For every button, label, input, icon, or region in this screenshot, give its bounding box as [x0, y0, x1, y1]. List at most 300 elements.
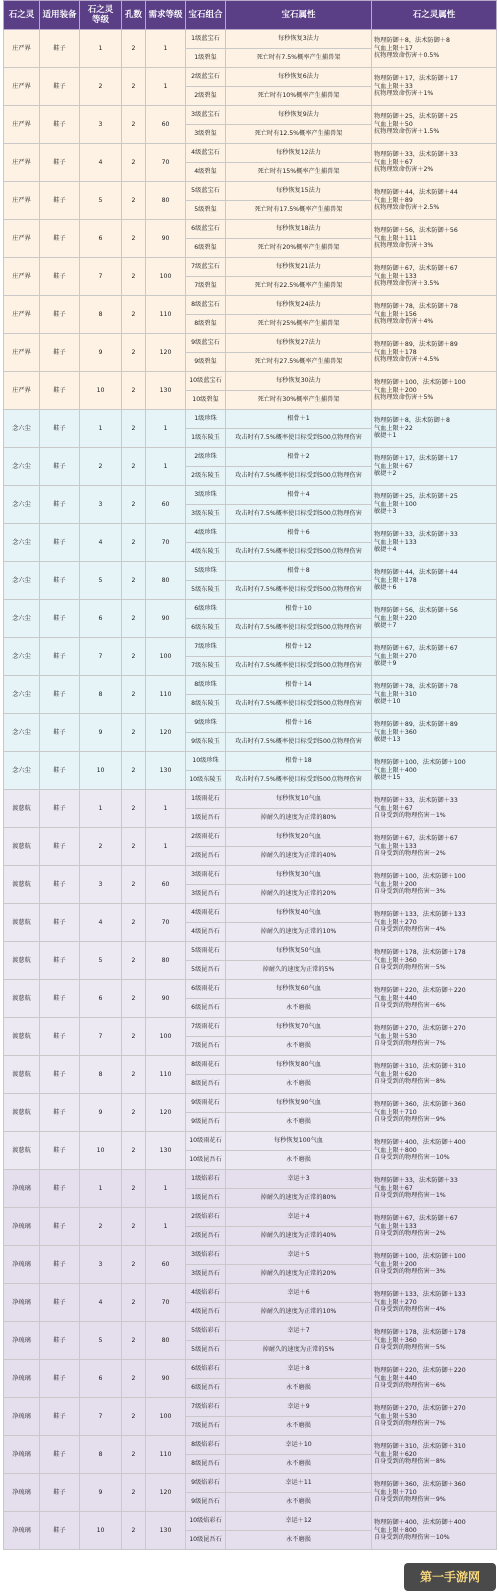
spirit-attr-line: 物理防御＋25，法术防御＋25: [374, 493, 458, 501]
level-cell: 10: [80, 1132, 122, 1170]
spirit-attr-line: 气血上限＋530: [374, 1412, 417, 1420]
req-level-cell: 60: [146, 486, 186, 524]
equip-cell: 鞋子: [40, 1398, 80, 1436]
req-level-cell: 80: [146, 1322, 186, 1360]
level-cell: 6: [80, 220, 122, 258]
req-level-cell: 130: [146, 752, 186, 790]
spirit-attr-line: 物理防御＋33，法术防御＋33: [374, 797, 458, 805]
gem-cell: 10级昆吾石: [186, 1531, 226, 1550]
table-row: [4, 1132, 497, 1151]
level-cell: 5: [80, 942, 122, 980]
gem-cell: 8级昆吾石: [186, 1075, 226, 1094]
gem-attr-cell: 每秒恢复30气血: [226, 866, 372, 885]
stone-name-cell: 净琉璃: [4, 1360, 40, 1398]
req-level-cell: 130: [146, 1512, 186, 1550]
table-row: [4, 790, 497, 809]
spirit-attr-line: 气血上限＋270: [374, 1298, 417, 1306]
req-level-cell: 110: [146, 676, 186, 714]
holes-cell: 2: [122, 1284, 146, 1322]
gem-attr-cell: 每秒恢复24法力: [226, 296, 372, 315]
spirit-attr-line: 自身受到的物理伤害－9%: [374, 1116, 446, 1124]
spirit-attr-cell: [372, 296, 497, 334]
gem-attr-cell: 攻击时有7.5%概率使目标受到500点物理伤害: [226, 771, 372, 790]
gem-cell: 8级碧玺: [186, 315, 226, 334]
table-row: [4, 752, 497, 771]
gem-attr-cell: 永不磨损: [226, 1151, 372, 1170]
spirit-attr-line: 自身受到的物理伤害－6%: [374, 1382, 446, 1390]
gem-attr-cell: 根骨＋18: [226, 752, 372, 771]
stone-name-cell: 渡慈航: [4, 790, 40, 828]
level-cell: 6: [80, 1360, 122, 1398]
spirit-attr-cell: [372, 676, 497, 714]
stone-name-cell: 庄严界: [4, 372, 40, 410]
gem-cell: 9级碧玺: [186, 353, 226, 372]
spirit-attr-line: 抗物理致命伤害＋4.5%: [374, 356, 440, 364]
equip-cell: 鞋子: [40, 410, 80, 448]
spirit-attr-line: 气血上限＋360: [374, 1336, 417, 1344]
spirit-attr-line: 敏捷＋13: [374, 736, 401, 744]
gem-cell: 1级焰彩石: [186, 1170, 226, 1189]
holes-cell: 2: [122, 980, 146, 1018]
gem-cell: 2级昆吾石: [186, 847, 226, 866]
table-row: [4, 1246, 497, 1265]
stone-name-cell: 念六尘: [4, 676, 40, 714]
spirit-attr-line: 物理防御＋8，法术防御＋8: [374, 417, 450, 425]
equip-cell: 鞋子: [40, 68, 80, 106]
gem-cell: 8级珍珠: [186, 676, 226, 695]
holes-cell: 2: [122, 1170, 146, 1208]
stone-name-cell: 渡慈航: [4, 904, 40, 942]
holes-cell: 2: [122, 1474, 146, 1512]
gem-attr-cell: 攻击时有7.5%概率使目标受到500点物理伤害: [226, 657, 372, 676]
req-level-cell: 1: [146, 1208, 186, 1246]
spirit-attr-line: 自身受到的物理伤害－8%: [374, 1078, 446, 1086]
gem-attr-cell: 掉耐久的速度为正常的80%: [226, 1189, 372, 1208]
req-level-cell: 100: [146, 1018, 186, 1056]
spirit-attr-line: 气血上限＋67: [374, 804, 413, 812]
req-level-cell: 90: [146, 1360, 186, 1398]
equip-cell: 鞋子: [40, 790, 80, 828]
gem-cell: 3级焰彩石: [186, 1246, 226, 1265]
gem-cell: 8级蓝宝石: [186, 296, 226, 315]
req-level-cell: 90: [146, 600, 186, 638]
stone-spirit-table: [3, 0, 497, 1550]
level-cell: 4: [80, 524, 122, 562]
holes-cell: 2: [122, 790, 146, 828]
gem-attr-cell: 死亡时有25%概率产生捕兽架: [226, 315, 372, 334]
gem-attr-cell: 每秒恢复60气血: [226, 980, 372, 999]
stone-name-cell: 净琉璃: [4, 1208, 40, 1246]
gem-cell: 4级蓝宝石: [186, 144, 226, 163]
gem-cell: 2级昆吾石: [186, 1227, 226, 1246]
gem-cell: 8级雨花石: [186, 1056, 226, 1075]
holes-cell: 2: [122, 106, 146, 144]
req-level-cell: 1: [146, 68, 186, 106]
equip-cell: 鞋子: [40, 562, 80, 600]
spirit-attr-line: 气血上限＋22: [374, 424, 413, 432]
spirit-attr-line: 气血上限＋133: [374, 538, 417, 546]
equip-cell: 鞋子: [40, 752, 80, 790]
gem-cell: 10级碧玺: [186, 391, 226, 410]
spirit-attr-line: 气血上限＋100: [374, 500, 417, 508]
spirit-attr-line: 物理防御＋33，法术防御＋33: [374, 151, 458, 159]
gem-attr-cell: 幸运＋3: [226, 1170, 372, 1189]
spirit-attr-line: 物理防御＋178，法术防御＋178: [374, 949, 466, 957]
spirit-attr-line: 自身受到的物理伤害－9%: [374, 1496, 446, 1504]
level-cell: 10: [80, 372, 122, 410]
gem-attr-cell: 幸运＋10: [226, 1436, 372, 1455]
spirit-attr-line: 物理防御＋67，法术防御＋67: [374, 1215, 458, 1223]
spirit-attr-line: 物理防御＋56，法术防御＋56: [374, 607, 458, 615]
gem-attr-cell: 每秒恢复40气血: [226, 904, 372, 923]
level-cell: 5: [80, 182, 122, 220]
gem-cell: 7级珍珠: [186, 638, 226, 657]
equip-cell: 鞋子: [40, 1436, 80, 1474]
gem-attr-cell: 每秒恢复70气血: [226, 1018, 372, 1037]
stone-name-cell: 渡慈航: [4, 1018, 40, 1056]
gem-attr-cell: 永不磨损: [226, 1379, 372, 1398]
spirit-attr-cell: [372, 448, 497, 486]
spirit-attr-cell: [372, 1474, 497, 1512]
level-cell: 3: [80, 866, 122, 904]
spirit-attr-line: 气血上限＋800: [374, 1146, 417, 1154]
holes-cell: 2: [122, 334, 146, 372]
spirit-attr-line: 敏捷＋7: [374, 622, 397, 630]
level-cell: 5: [80, 1322, 122, 1360]
spirit-attr-line: 抗物理致命伤害＋2.5%: [374, 204, 440, 212]
table-row: [4, 638, 497, 657]
gem-cell: 1级东陵玉: [186, 429, 226, 448]
req-level-cell: 80: [146, 942, 186, 980]
table-row: [4, 1018, 497, 1037]
gem-attr-cell: 掉耐久的速度为正常的10%: [226, 1303, 372, 1322]
stone-name-cell: 净琉璃: [4, 1284, 40, 1322]
spirit-attr-line: 气血上限＋440: [374, 1374, 417, 1382]
spirit-attr-line: 敏捷＋10: [374, 698, 401, 706]
spirit-attr-line: 气血上限＋178: [374, 576, 417, 584]
holes-cell: 2: [122, 1132, 146, 1170]
holes-cell: 2: [122, 258, 146, 296]
gem-cell: 6级昆吾石: [186, 1379, 226, 1398]
req-level-cell: 1: [146, 448, 186, 486]
level-cell: 8: [80, 676, 122, 714]
stone-name-cell: 庄严界: [4, 30, 40, 68]
spirit-attr-line: 抗物理致命伤害＋5%: [374, 394, 434, 402]
gem-attr-cell: 掉耐久的速度为正常的5%: [226, 1341, 372, 1360]
gem-attr-cell: 根骨＋16: [226, 714, 372, 733]
gem-cell: 9级东陵玉: [186, 733, 226, 752]
table-row: [4, 828, 497, 847]
req-level-cell: 120: [146, 714, 186, 752]
spirit-attr-line: 自身受到的物理伤害－3%: [374, 888, 446, 896]
table-row: [4, 410, 497, 429]
gem-attr-cell: 每秒恢复6法力: [226, 68, 372, 87]
stone-name-cell: 渡慈航: [4, 1094, 40, 1132]
level-cell: 7: [80, 1398, 122, 1436]
holes-cell: 2: [122, 30, 146, 68]
stone-name-cell: 念六尘: [4, 600, 40, 638]
spirit-attr-line: 气血上限＋67: [374, 158, 413, 166]
spirit-attr-line: 物理防御＋360，法术防御＋360: [374, 1481, 466, 1489]
spirit-attr-line: 物理防御＋17，法术防御＋17: [374, 75, 458, 83]
equip-cell: 鞋子: [40, 1094, 80, 1132]
gem-cell: 5级碧玺: [186, 201, 226, 220]
level-cell: 4: [80, 144, 122, 182]
req-level-cell: 120: [146, 1474, 186, 1512]
holes-cell: 2: [122, 1436, 146, 1474]
equip-cell: 鞋子: [40, 1132, 80, 1170]
spirit-attr-cell: [372, 1094, 497, 1132]
spirit-attr-line: 敏捷＋2: [374, 470, 397, 478]
spirit-attr-line: 抗物理致命伤害＋4%: [374, 318, 434, 326]
spirit-attr-line: 气血上限＋17: [374, 44, 413, 52]
spirit-attr-cell: [372, 904, 497, 942]
gem-cell: 2级珍珠: [186, 448, 226, 467]
req-level-cell: 70: [146, 904, 186, 942]
spirit-attr-line: 物理防御＋25，法术防御＋25: [374, 113, 458, 121]
gem-cell: 10级东陵玉: [186, 771, 226, 790]
level-cell: 3: [80, 1246, 122, 1284]
gem-cell: 10级蓝宝石: [186, 372, 226, 391]
spirit-attr-line: 气血上限＋270: [374, 652, 417, 660]
gem-cell: 8级昆吾石: [186, 1455, 226, 1474]
req-level-cell: 1: [146, 410, 186, 448]
gem-attr-cell: 永不磨损: [226, 999, 372, 1018]
gem-attr-cell: 掉耐久的速度为正常的20%: [226, 885, 372, 904]
equip-cell: 鞋子: [40, 258, 80, 296]
spirit-attr-line: 物理防御＋67，法术防御＋67: [374, 835, 458, 843]
gem-cell: 4级东陵玉: [186, 543, 226, 562]
equip-cell: 鞋子: [40, 448, 80, 486]
level-cell: 5: [80, 562, 122, 600]
table-row: [4, 524, 497, 543]
gem-cell: 10级珍珠: [186, 752, 226, 771]
gem-cell: 3级昆吾石: [186, 1265, 226, 1284]
spirit-attr-line: 气血上限＋156: [374, 310, 417, 318]
gem-attr-cell: 根骨＋2: [226, 448, 372, 467]
stone-name-cell: 庄严界: [4, 220, 40, 258]
spirit-attr-line: 气血上限＋67: [374, 462, 413, 470]
spirit-attr-cell: [372, 1322, 497, 1360]
req-level-cell: 90: [146, 980, 186, 1018]
gem-attr-cell: 每秒恢复9法力: [226, 106, 372, 125]
req-level-cell: 110: [146, 1436, 186, 1474]
spirit-attr-line: 自身受到的物理伤害－10%: [374, 1534, 450, 1542]
spirit-attr-line: 自身受到的物理伤害－2%: [374, 1230, 446, 1238]
spirit-attr-line: 自身受到的物理伤害－6%: [374, 1002, 446, 1010]
level-cell: 10: [80, 752, 122, 790]
level-cell: 9: [80, 1474, 122, 1512]
table-row: [4, 1284, 497, 1303]
equip-cell: 鞋子: [40, 1208, 80, 1246]
spirit-attr-line: 物理防御＋67，法术防御＋67: [374, 645, 458, 653]
equip-cell: 鞋子: [40, 866, 80, 904]
spirit-attr-line: 气血上限＋360: [374, 956, 417, 964]
holes-cell: 2: [122, 904, 146, 942]
gem-attr-cell: 永不磨损: [226, 1113, 372, 1132]
spirit-attr-cell: [372, 182, 497, 220]
gem-cell: 5级昆吾石: [186, 961, 226, 980]
req-level-cell: 110: [146, 1056, 186, 1094]
equip-cell: 鞋子: [40, 1170, 80, 1208]
spirit-attr-line: 自身受到的物理伤害－5%: [374, 964, 446, 972]
equip-cell: 鞋子: [40, 372, 80, 410]
req-level-cell: 110: [146, 296, 186, 334]
equip-cell: 鞋子: [40, 334, 80, 372]
equip-cell: 鞋子: [40, 714, 80, 752]
gem-attr-cell: 永不磨损: [226, 1075, 372, 1094]
gem-cell: 10级昆吾石: [186, 1151, 226, 1170]
gem-cell: 1级碧玺: [186, 49, 226, 68]
level-cell: 6: [80, 600, 122, 638]
header-row: [4, 1, 497, 30]
equip-cell: 鞋子: [40, 1284, 80, 1322]
level-cell: 3: [80, 486, 122, 524]
spirit-attr-cell: [372, 486, 497, 524]
gem-cell: 4级雨花石: [186, 904, 226, 923]
spirit-attr-cell: [372, 30, 497, 68]
gem-attr-cell: 每秒恢复15法力: [226, 182, 372, 201]
gem-attr-cell: 掉耐久的速度为正常的10%: [226, 923, 372, 942]
spirit-attr-line: 自身受到的物理伤害－4%: [374, 926, 446, 934]
spirit-attr-cell: [372, 1208, 497, 1246]
gem-attr-cell: 死亡时有12.5%概率产生捕兽架: [226, 125, 372, 144]
gem-cell: 9级昆吾石: [186, 1493, 226, 1512]
level-cell: 1: [80, 30, 122, 68]
req-level-cell: 80: [146, 562, 186, 600]
spirit-attr-line: 物理防御＋360，法术防御＋360: [374, 1101, 466, 1109]
table-row: [4, 676, 497, 695]
equip-cell: 鞋子: [40, 1360, 80, 1398]
spirit-attr-cell: [372, 1360, 497, 1398]
holes-cell: 2: [122, 828, 146, 866]
holes-cell: 2: [122, 182, 146, 220]
gem-cell: 5级珍珠: [186, 562, 226, 581]
header-gem-attr: 宝石属性: [226, 1, 372, 30]
gem-attr-cell: 每秒恢复100气血: [226, 1132, 372, 1151]
table-row: [4, 30, 497, 49]
stone-name-cell: 庄严界: [4, 296, 40, 334]
spirit-attr-line: 物理防御＋100，法术防御＋100: [374, 759, 466, 767]
req-level-cell: 90: [146, 220, 186, 258]
header-stone: 石之灵: [4, 1, 40, 30]
gem-attr-cell: 掉耐久的速度为正常的40%: [226, 847, 372, 866]
level-cell: 4: [80, 904, 122, 942]
spirit-attr-line: 抗物理致命伤害＋3.5%: [374, 280, 440, 288]
equip-cell: 鞋子: [40, 1018, 80, 1056]
stone-name-cell: 渡慈航: [4, 866, 40, 904]
table-row: [4, 1398, 497, 1417]
level-cell: 8: [80, 1056, 122, 1094]
stone-name-cell: 净琉璃: [4, 1322, 40, 1360]
level-cell: 7: [80, 258, 122, 296]
spirit-attr-line: 气血上限＋200: [374, 880, 417, 888]
gem-attr-cell: 掉耐久的速度为正常的5%: [226, 961, 372, 980]
gem-cell: 2级焰彩石: [186, 1208, 226, 1227]
spirit-attr-line: 自身受到的物理伤害－1%: [374, 812, 446, 820]
table-row: [4, 942, 497, 961]
spirit-attr-line: 敏捷＋4: [374, 546, 397, 554]
equip-cell: 鞋子: [40, 182, 80, 220]
table-row: [4, 296, 497, 315]
spirit-attr-line: 抗物理致命伤害＋1.5%: [374, 128, 440, 136]
gem-attr-cell: 死亡时有20%概率产生捕兽架: [226, 239, 372, 258]
req-level-cell: 130: [146, 1132, 186, 1170]
header-holes: 孔数: [122, 1, 146, 30]
spirit-attr-line: 物理防御＋89，法术防御＋89: [374, 341, 458, 349]
header-level-line1: 石之灵: [87, 5, 114, 15]
spirit-attr-line: 自身受到的物理伤害－8%: [374, 1458, 446, 1466]
spirit-attr-line: 物理防御＋89，法术防御＋89: [374, 721, 458, 729]
table-row: [4, 1170, 497, 1189]
spirit-attr-line: 气血上限＋400: [374, 766, 417, 774]
spirit-attr-cell: [372, 562, 497, 600]
spirit-attr-line: 物理防御＋400，法术防御＋400: [374, 1139, 466, 1147]
spirit-attr-line: 物理防御＋8，法术防御＋8: [374, 37, 450, 45]
gem-cell: 1级昆吾石: [186, 1189, 226, 1208]
gem-cell: 9级昆吾石: [186, 1113, 226, 1132]
equip-cell: 鞋子: [40, 30, 80, 68]
spirit-attr-line: 物理防御＋133，法术防御＋133: [374, 1291, 466, 1299]
spirit-attr-line: 气血上限＋133: [374, 842, 417, 850]
equip-cell: 鞋子: [40, 904, 80, 942]
req-level-cell: 130: [146, 372, 186, 410]
gem-cell: 7级蓝宝石: [186, 258, 226, 277]
holes-cell: 2: [122, 1322, 146, 1360]
gem-attr-cell: 攻击时有7.5%概率使目标受到500点物理伤害: [226, 467, 372, 486]
table-row: [4, 562, 497, 581]
gem-cell: 9级珍珠: [186, 714, 226, 733]
spirit-attr-line: 物理防御＋100，法术防御＋100: [374, 873, 466, 881]
spirit-attr-line: 自身受到的物理伤害－1%: [374, 1192, 446, 1200]
spirit-attr-line: 气血上限＋710: [374, 1108, 417, 1116]
equip-cell: 鞋子: [40, 942, 80, 980]
stone-name-cell: 净琉璃: [4, 1170, 40, 1208]
table-row: [4, 1360, 497, 1379]
gem-cell: 3级昆吾石: [186, 885, 226, 904]
spirit-attr-line: 气血上限＋360: [374, 728, 417, 736]
gem-attr-cell: 掉耐久的速度为正常的40%: [226, 1227, 372, 1246]
table-row: [4, 68, 497, 87]
spirit-attr-line: 物理防御＋100，法术防御＋100: [374, 1253, 466, 1261]
table-row: [4, 1056, 497, 1075]
gem-attr-cell: 攻击时有7.5%概率使目标受到500点物理伤害: [226, 619, 372, 638]
stone-name-cell: 净琉璃: [4, 1474, 40, 1512]
gem-cell: 2级蓝宝石: [186, 68, 226, 87]
gem-attr-cell: 攻击时有7.5%概率使目标受到500点物理伤害: [226, 505, 372, 524]
spirit-attr-line: 物理防御＋310，法术防御＋310: [374, 1443, 466, 1451]
spirit-attr-line: 敏捷＋6: [374, 584, 397, 592]
table-row: [4, 1436, 497, 1455]
spirit-attr-line: 敏捷＋3: [374, 508, 397, 516]
req-level-cell: 120: [146, 334, 186, 372]
level-cell: 9: [80, 714, 122, 752]
spirit-attr-cell: [372, 1246, 497, 1284]
gem-attr-cell: 永不磨损: [226, 1455, 372, 1474]
holes-cell: 2: [122, 1246, 146, 1284]
header-level-line2: 等级: [91, 15, 109, 25]
req-level-cell: 1: [146, 828, 186, 866]
spirit-attr-cell: [372, 942, 497, 980]
spirit-attr-line: 抗物理致命伤害＋3%: [374, 242, 434, 250]
spirit-attr-cell: [372, 638, 497, 676]
gem-cell: 7级昆吾石: [186, 1417, 226, 1436]
spirit-attr-cell: [372, 106, 497, 144]
gem-attr-cell: 幸运＋7: [226, 1322, 372, 1341]
gem-attr-cell: 每秒恢复20气血: [226, 828, 372, 847]
spirit-attr-cell: [372, 144, 497, 182]
table-row: [4, 106, 497, 125]
